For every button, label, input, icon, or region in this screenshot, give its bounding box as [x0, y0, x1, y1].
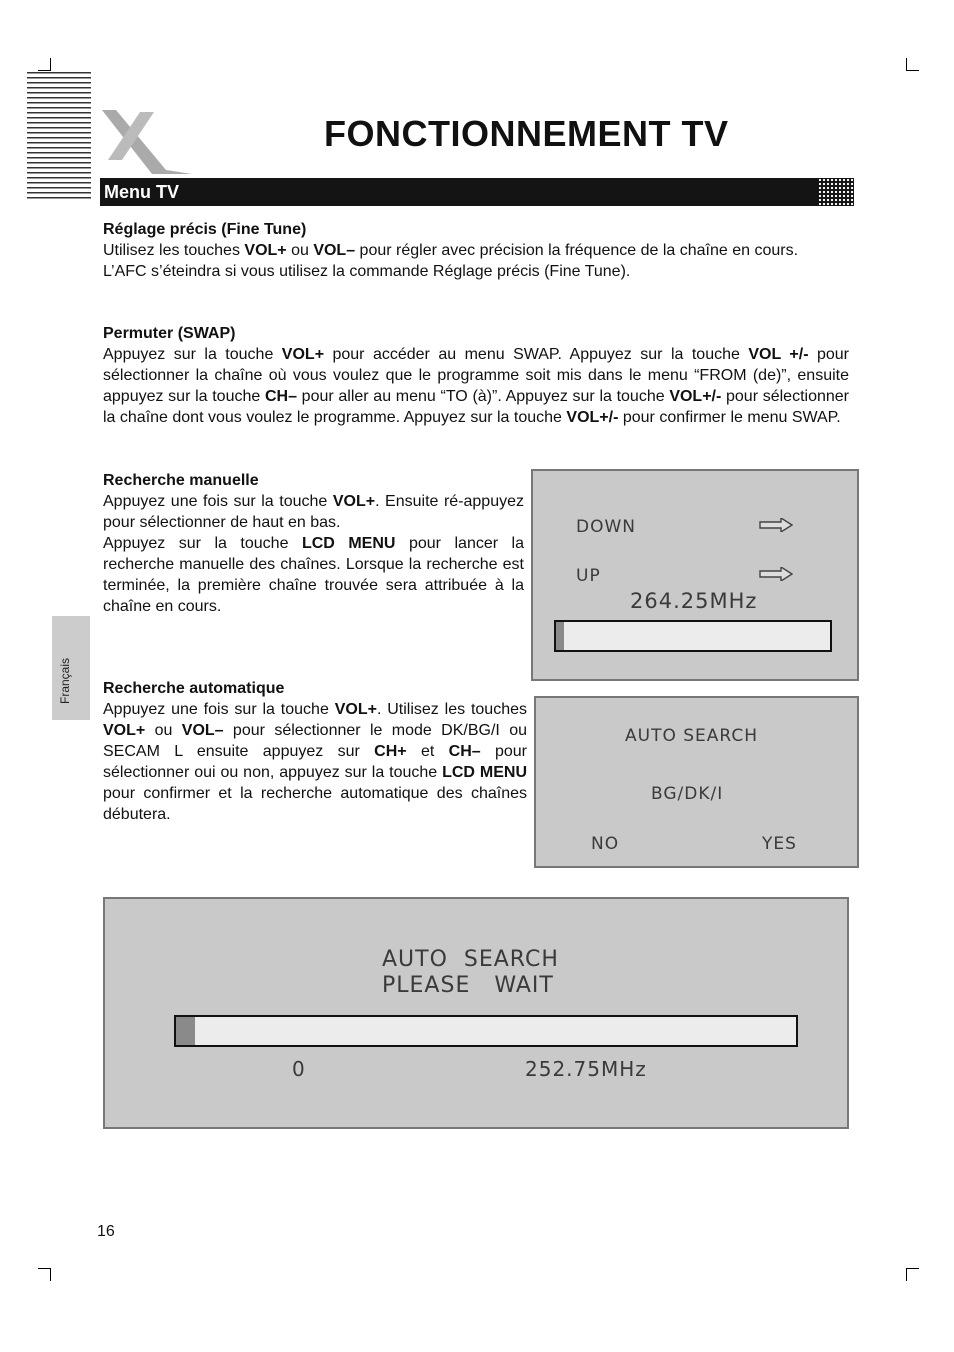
- crop-mark-top-right: [906, 58, 919, 71]
- language-label: Français: [58, 657, 72, 704]
- swap-paragraph: Appuyez sur la touche VOL+ pour accéder au menu SWAP. Appuyez sur la touche VOL +/- pour sélectionner la chaîne où vous voulez que le programme soit mis dans le menu “FROM (de)”, ensuite appuyez sur la touche CH– pour aller au menu “TO (à)”. Appuyez sur la touche VOL+/- pour sélectionner la chaîne dont vous voulez le programme. Appuyez sur la touche VOL+/- pour confirmer le menu SWAP.: [103, 346, 849, 426]
- key-name: VOL–: [313, 242, 356, 259]
- swap-section: [103, 323, 849, 428]
- swap-heading: Permuter (SWAP): [103, 325, 236, 342]
- key-name: VOL+: [244, 242, 287, 259]
- auto-search-frequency: 252.75MHz: [525, 1057, 647, 1081]
- manual-search-paragraph-1: Appuyez une fois sur la touche VOL+. Ensuite ré-appuyez pour sélectionner de haut en bas.: [103, 493, 525, 531]
- auto-search-count: 0: [292, 1057, 306, 1081]
- crop-mark-top-left: [38, 58, 51, 71]
- right-arrow-icon: [759, 567, 793, 581]
- fine-tune-paragraph-1: Utilisez les touches VOL+ ou VOL– pour régler avec précision la fréquence de la chaîne en cours.: [103, 242, 799, 259]
- auto-search-progress-bar: [174, 1015, 798, 1047]
- auto-search-screen-title: AUTO SEARCH: [625, 726, 759, 746]
- key-name: CH–: [264, 388, 297, 405]
- up-label: UP: [576, 566, 601, 586]
- manual-frequency: 264.25MHz: [630, 589, 758, 613]
- auto-search-select-screen: [534, 696, 859, 868]
- manual-progress-bar: [554, 620, 832, 652]
- auto-search-wait-screen: [103, 897, 849, 1129]
- manual-search-paragraph-2: Appuyez sur la touche LCD MENU pour lancer la recherche manuelle des chaînes. Lorsque la recherche est terminée, la première chaîne trouvée sera attribuée à la chaîne en cours.: [103, 535, 525, 615]
- key-name: VOL+: [332, 493, 376, 510]
- section-bar: [100, 178, 854, 206]
- key-name: VOL+/-: [566, 409, 619, 426]
- key-name: VOL +/-: [748, 346, 809, 363]
- manual-progress-fill: [556, 622, 564, 650]
- key-name: VOL+: [281, 346, 325, 363]
- key-name: VOL+: [334, 701, 377, 718]
- option-no: NO: [591, 834, 620, 854]
- auto-search-section: [103, 678, 527, 825]
- brand-logo: [96, 104, 200, 176]
- auto-search-progress-fill: [176, 1017, 195, 1045]
- auto-search-wait-line-2: PLEASE WAIT: [382, 973, 554, 998]
- manual-search-screen: [531, 469, 859, 681]
- key-name: VOL+: [103, 722, 146, 739]
- auto-search-mode: BG/DK/I: [651, 784, 724, 804]
- manual-search-section: [103, 470, 524, 617]
- down-label: DOWN: [576, 517, 636, 537]
- auto-search-paragraph: Appuyez une fois sur la touche VOL+. Utilisez les touches VOL+ ou VOL– pour sélectionner le mode DK/BG/I ou SECAM L ensuite appuyez sur CH+ et CH– pour sélectionner oui ou non, appuyez sur la touche LCD MENU pour confirmer et la recherche automatique des chaînes débutera.: [103, 701, 528, 823]
- key-name: LCD MENU: [442, 764, 527, 781]
- crop-mark-bottom-right: [906, 1268, 919, 1281]
- auto-search-wait-line-1: AUTO SEARCH: [382, 947, 559, 972]
- auto-search-heading: Recherche automatique: [103, 680, 285, 697]
- key-name: CH+: [374, 743, 407, 760]
- section-bar-dots: [818, 178, 854, 206]
- language-tab: [52, 616, 90, 720]
- manual-search-heading: Recherche manuelle: [103, 472, 259, 489]
- key-name: VOL+/-: [669, 388, 722, 405]
- fine-tune-section: [103, 219, 849, 282]
- fine-tune-paragraph-2: L’AFC s’éteindra si vous utilisez la commande Réglage précis (Fine Tune).: [103, 263, 631, 280]
- section-label: Menu TV: [104, 182, 179, 202]
- page-number: 16: [97, 1223, 115, 1240]
- key-name: LCD MENU: [301, 535, 396, 552]
- key-name: VOL–: [181, 722, 224, 739]
- header-stripes: [27, 72, 91, 200]
- key-name: CH–: [448, 743, 481, 760]
- option-yes: YES: [762, 834, 797, 854]
- crop-mark-bottom-left: [38, 1268, 51, 1281]
- right-arrow-icon: [759, 518, 793, 532]
- fine-tune-heading: Réglage précis (Fine Tune): [103, 221, 307, 238]
- page-title: FONCTIONNEMENT TV: [324, 113, 729, 154]
